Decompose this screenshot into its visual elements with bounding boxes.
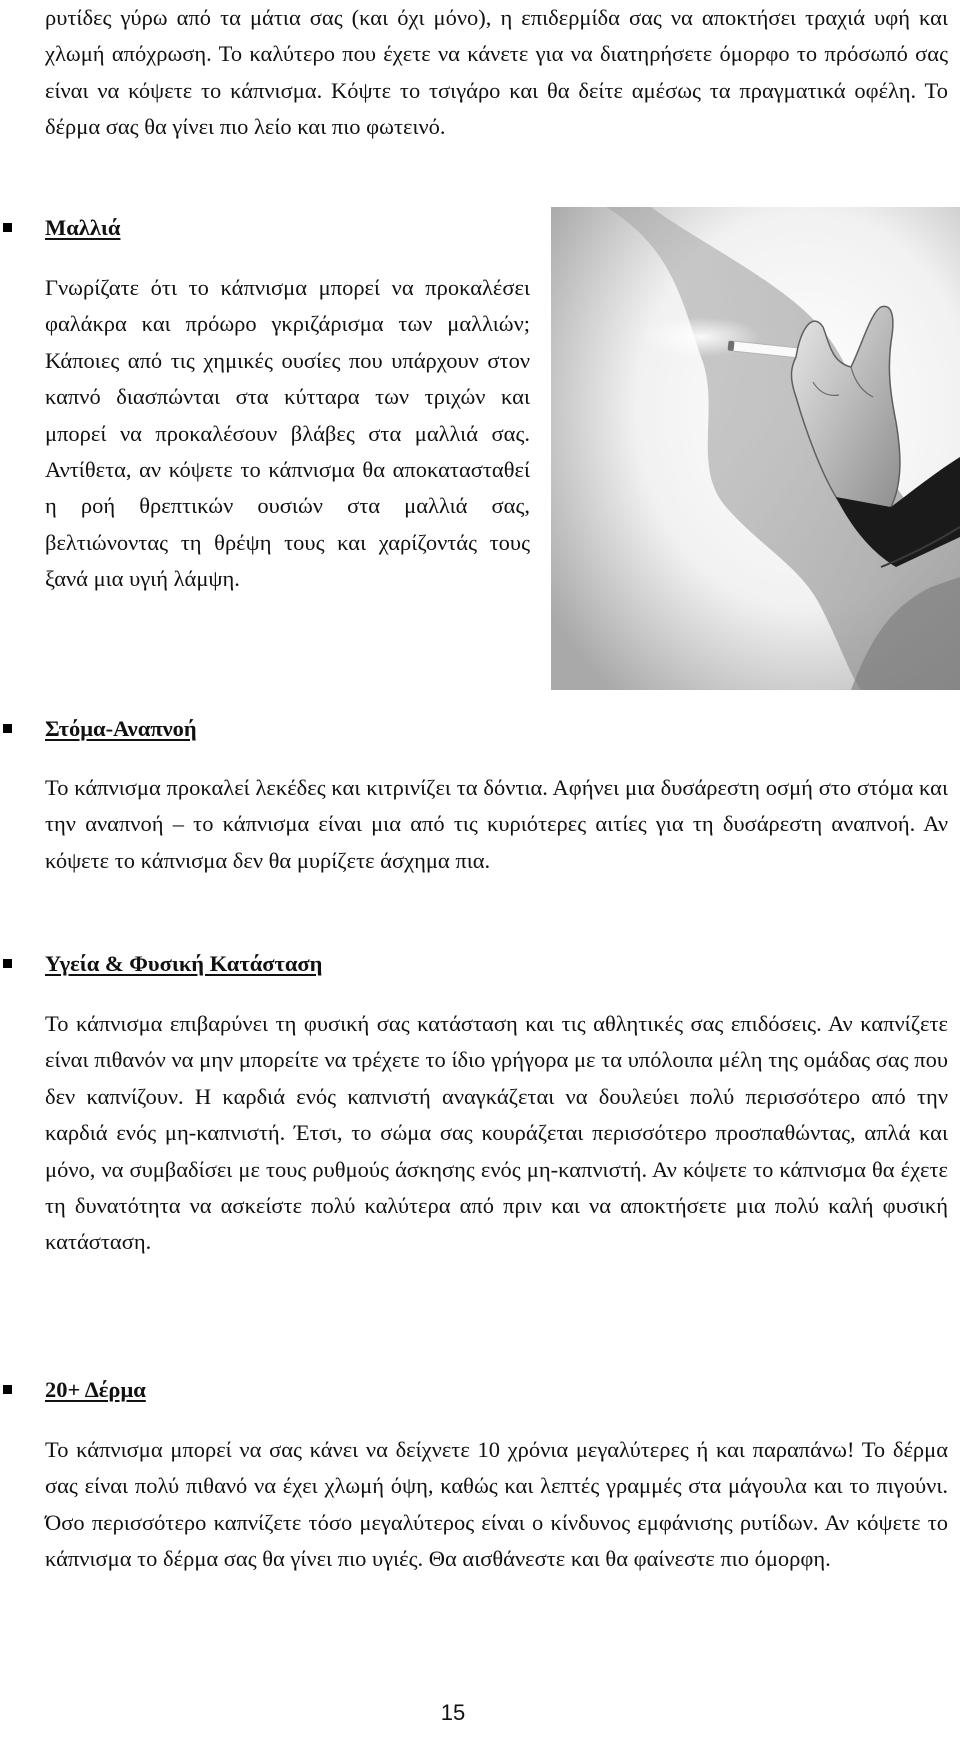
bullet-marker <box>3 959 12 968</box>
mouth-paragraph: Το κάπνισμα προκαλεί λεκέδες και κιτρινίζει τα δόντια. Αφήνει μια δυσάρεστη οσμή στο στόμα και την αναπνοή – το κάπνισμα είναι μια από τις κυριότερες αιτίες για τη δυσάρεστη αναπνοή. Αν κόψετε το κάπνισμα δεν θα μυρίζετε άσχημα πια. <box>45 775 948 873</box>
intro-paragraph: ρυτίδες γύρω από τα μάτια σας (και όχι μόνο), η επιδερμίδα σας να αποκτήσει τραχιά υφή και χλωμή απόχρωση. Το καλύτερο που έχετε να κάνετε για να διατηρήσετε όμορφο το πρόσωπό σας είναι να κόψετε το κάπνισμα. Κόψτε το τσιγάρο και θα δείτε αμέσως τα πραγματικά οφέλη. Το δέρμα σας θα γίνει πιο λείο και πιο φωτεινό. <box>45 5 948 140</box>
hair-paragraph: Γνωρίζατε ότι το κάπνισμα μπορεί να προκαλέσει φαλάκρα και πρόωρο γκριζάρισμα των μαλλιών; Κάποιες από τις χημικές ουσίες που υπάρχουν στον καπνό διασπώνται στα κύτταρα των τριχών και μπορεί να προκαλέσουν βλάβες στα μαλλιά σας. Αντίθετα, αν κόψετε το κάπνισμα θα αποκατασταθεί η ροή θρεπτικών ουσιών στα μαλλιά σας, βελτιώνοντας τη θρέψη τους και χαρίζοντάς τους ξανά μια υγιή λάμψη. <box>45 275 530 592</box>
bullet-marker <box>3 724 12 733</box>
section-heading-hair: Μαλλιά <box>45 215 121 240</box>
section-heading-skin: 20+ Δέρμα <box>45 1377 146 1402</box>
health-paragraph: Το κάπνισμα επιβαρύνει τη φυσική σας κατάσταση και τις αθλητικές σας επιδόσεις. Αν καπνίζετε είναι πιθανόν να μην μπορείτε να τρέχετε το ίδιο γρήγορα με τα υπόλοιπα μέλη της ομάδας σας που δεν καπνίζουν. Η καρδιά ενός καπνιστή αναγκάζεται να δουλεύει πολύ περισσότερο από την καρδιά ενός μη-καπνιστή. Έτσι, το σώμα σας κουράζεται περισσότερο προσπαθώντας, απλά και μόνο, να συμβαδίσει με τους ρυθμούς άσκησης ενός μη-καπνιστή. Αν κόψετε το κάπνισμα θα έχετε τη δυνατότητα να ασκείστε πολύ καλύτερα από πριν και να αποκτήσετε μια πολύ καλή φυσική κατάσταση. <box>45 1011 948 1255</box>
skin-paragraph: Το κάπνισμα μπορεί να σας κάνει να δείχνετε 10 χρόνια μεγαλύτερες ή και παραπάνω! Το δέρμα σας είναι πολύ πιθανό να έχει χλωμή όψη, καθώς και λεπτές γραμμές στα μάγουλα και το πιγούνι. Όσο περισσότερο καπνίζετε τόσο μεγαλύτερος είναι ο κίνδυνος εμφάνισης ρυτίδων. Αν κόψετε το κάπνισμα το δέρμα σας θα γίνει πιο υγιές. Θα αισθάνεστε και θα φαίνεστε πιο όμορφη. <box>45 1437 948 1572</box>
bullet-marker <box>3 223 12 232</box>
section-heading-health: Υγεία & Φυσική Κατάσταση <box>45 951 323 976</box>
page-number: 15 <box>440 1700 466 1725</box>
smoking-hand-shadow-image <box>551 207 960 690</box>
bullet-marker <box>3 1385 12 1394</box>
section-heading-mouth: Στόμα-Αναπνοή <box>45 716 197 741</box>
